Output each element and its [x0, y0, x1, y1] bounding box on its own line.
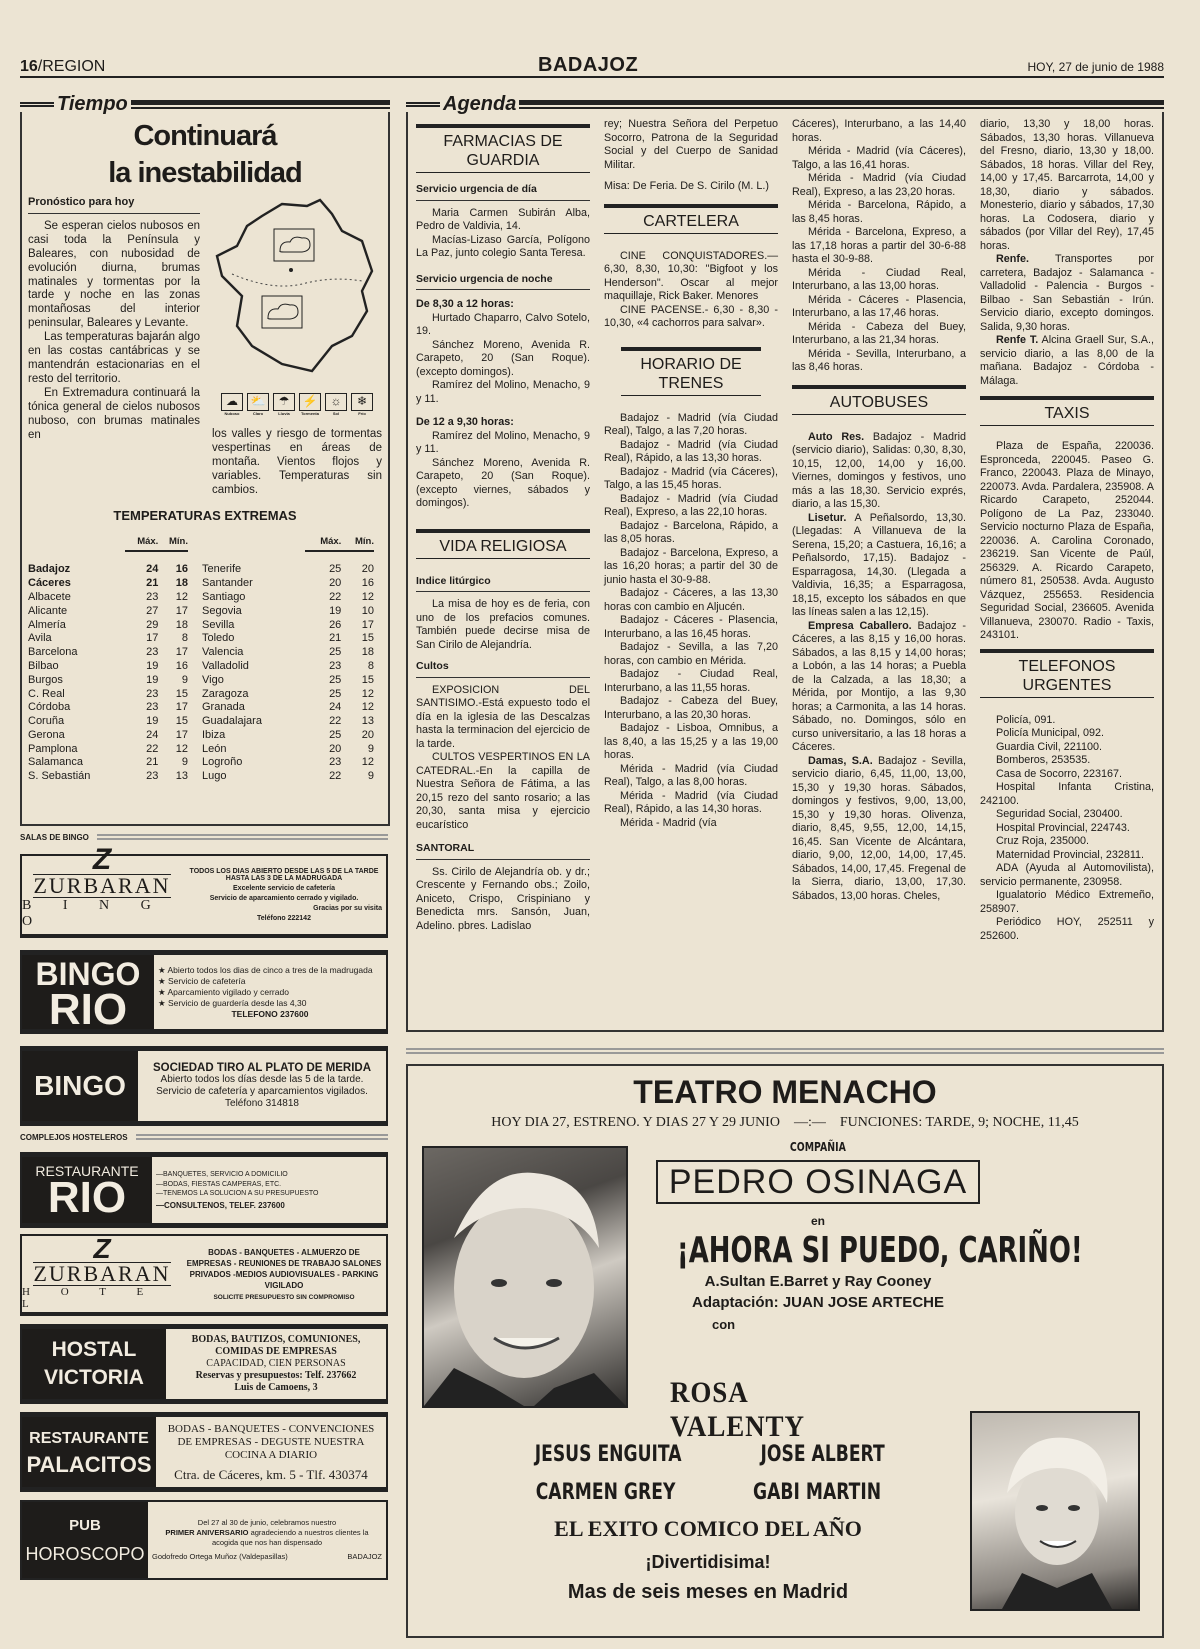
ad-text: CAPACIDAD, CIEN PERSONAS — [206, 1358, 346, 1369]
logo-text: BINGO — [35, 956, 141, 992]
ad-city: BADAJOZ — [347, 1552, 382, 1561]
logo-text: HOSTAL — [51, 1338, 137, 1361]
ad-phone: TELEFONO 237600 — [231, 1008, 309, 1019]
cinema-entry: CINE CONQUISTADORES.— 6,30, 8,30, 10,30: "Bigfoot y los Henderson". Oscar al mejor maquillaje, Rick Baker. Menores — [604, 249, 778, 302]
forecast-text: En Extremadura continuará la tónica general de cielos nubosos nuboso, con brumas matinales en — [28, 386, 200, 441]
ads-label-bingo: SALAS DE BINGO — [20, 832, 89, 842]
cold-icon: ❄ — [351, 393, 373, 411]
heading-telefonos: TELEFONOS URGENTES — [980, 649, 1154, 698]
ad-address: Godofredo Ortega Muñoz (Valdepasillas) — [152, 1552, 288, 1561]
temperature-row: Pamplona 22 12 — [28, 742, 188, 755]
temperature-row: Valencia 25 18 — [202, 646, 374, 659]
page-section: 16/REGION — [20, 58, 106, 75]
logo-text: RESTAURANTE — [35, 1163, 139, 1179]
extremadura-weather-map — [212, 196, 382, 386]
ad-pub-horoscopo[interactable] — [20, 1500, 388, 1580]
logo-text: ZURBARAN — [33, 873, 171, 898]
cinema-entry: CINE PACENSE.- 6,30 - 8,30 - 10,30, «4 cachorros para salvar». — [604, 303, 778, 329]
ad-phone: —CONSULTENOS, TELEF. 237600 — [156, 1200, 285, 1210]
phone-entry: Periódico HOY, 252511 y 252600. — [980, 916, 1154, 942]
train-entry: Badajoz - Barcelona, Rápido, a las 8,05 horas. — [604, 519, 778, 545]
ad-text: Servicio de aparcamiento cerrado y vigilado. — [209, 895, 359, 902]
temperature-row: Santander 20 16 — [202, 577, 374, 590]
pharmacy-entry: Hurtado Chaparro, Calvo Sotelo, 19. — [416, 311, 590, 337]
legend-label: Claro — [252, 411, 264, 416]
forecast-subhead: Pronóstico para hoy — [28, 196, 200, 214]
temperature-row: Salamanca 21 9 — [28, 756, 188, 769]
teatro-schedule: HOY DIA 27, ESTRENO. Y DIAS 27 Y 29 JUNIO —:— FUNCIONES: TARDE, 9; NOCHE, 11,45 — [491, 1115, 1079, 1130]
ad-text: Del 27 al 30 de junio, celebramos nuestro — [197, 1518, 337, 1527]
train-entry: Mérida - Madrid (vía Ciudad Real), Talgo, a las 8,00 horas. — [604, 762, 778, 788]
train-entry: Badajoz - Madrid (vía Ciudad Real), Expreso, a las 22,10 horas. — [604, 492, 778, 518]
ad-address: Ctra. de Cáceres, km. 5 - Tlf. 430374 — [174, 1467, 368, 1482]
ad-zurbaran-bingo[interactable] — [20, 843, 388, 938]
logo-text: HOROSCOPO — [25, 1544, 145, 1564]
temperature-row: Cáceres 21 18 — [28, 577, 188, 590]
santoral-text: Ss. Cirilo de Alejandría ob. y dr.; Crescente y Fernando obs.; Zoilo, Aniceto, Crispo, Crispiniano y Benedicta mrs. Sansón, Juan, Adelino. pbres. Ladislao — [416, 865, 590, 932]
pharmacy-entry: Macías-Lizaso García, Polígono La Paz, junto colegio Santa Teresa. — [416, 233, 590, 259]
subhead: Cultos — [416, 660, 590, 678]
bus-entry: Damas, S.A. Badajoz - Sevilla, servicio diario, 6,45, 11,00, 13,00, 15,30 y 19,30 horas. Sábados, domingos y festivos, 9,00, 13,00, 15,30 y 19,30 horas. Olivenza, diario, 8,45, 9,55, 12,00, 14,15, 16,45. San Vicente de Alcántara, diario, 9,00, 12,00, 14,00, 17,45. Sábados, 14,00, 17,45. Fregenal de la Sierra, diario, 13,00, 17,30. Sábados, 13,00 horas. Cheles, — [792, 754, 966, 902]
train-entry: Badajoz - Barcelona, Expreso, a las 16,20 horas; a partir del 30 de junio hasta el 30-9-88. — [604, 546, 778, 586]
ad-phone: Reservas y presupuestos: Telf. 237662 — [195, 1370, 357, 1381]
legend-label: Sol — [332, 411, 340, 416]
adaptation: Adaptación: JUAN JOSE ARTECHE — [692, 1294, 944, 1311]
pharmacy-entry: Sánchez Moreno, Avenida R. Carapeto, 20 (San Roque). (excepto viernes, sábados y domingos). — [416, 456, 590, 509]
temperature-row: Ibiza 25 20 — [202, 728, 374, 741]
ad-bingo-rio[interactable] — [20, 950, 388, 1034]
ad-item: ★ Servicio de cafetería — [158, 975, 246, 986]
bus-entry: Lisetur. A Peñalsordo, 13,30. (Llegadas: A Villanueva de la Serena, 15,20; a Castuera, 16,16; a Peñalsordo, 17,15). Badajoz - Esparragosa, 14,30. (Llegada a Valdivia, 16,35; a Esparragosa, 18,15, excepto los sábados en que las líneas salen a las 12,15). — [792, 511, 966, 618]
phone-entry: Maternidad Provincial, 232811. — [996, 848, 1145, 861]
company-name: PEDRO OSINAGA — [656, 1160, 980, 1204]
ad-restaurante-palacitos[interactable] — [20, 1412, 388, 1492]
phone-entry: Igualatorio Médico Extremeño, 258907. — [980, 889, 1154, 915]
ad-text: SOLICITE PRESUPUESTO SIN COMPROMISO — [213, 1293, 355, 1301]
phone-entry: Bomberos, 253535. — [996, 754, 1091, 766]
ads-column — [20, 828, 388, 1580]
heading-trenes: HORARIO DE TRENES — [621, 347, 761, 396]
temperature-row: Barcelona 23 17 — [28, 646, 188, 659]
train-entry: Mérida - Madrid (vía Cáceres), Talgo, a las 16,41 horas. — [792, 145, 966, 171]
temperature-row: Tenerife 25 20 — [202, 563, 374, 576]
ad-text: Gracias por su visita — [313, 905, 382, 912]
temperature-row: Coruña 19 15 — [28, 715, 188, 728]
temperature-row: Lugo 22 9 — [202, 770, 374, 783]
ad-hostal-victoria[interactable] — [20, 1324, 388, 1404]
temperature-row: S. Sebastián 23 13 — [28, 770, 188, 783]
liturgy-text: La misa de hoy es de feria, con uno de los prefacios comunes. También puede decirse misa de San Cirilo de Alejandría. — [416, 598, 590, 651]
phone-entry: Guardia Civil, 221100. — [996, 740, 1103, 753]
phone-entry: Hospital Infanta Cristina, 242100. — [980, 781, 1154, 807]
agenda-column-1 — [416, 118, 590, 1030]
temperature-row: Logroño 23 12 — [202, 756, 374, 769]
en-label: en — [810, 1214, 825, 1228]
temperature-row: Vigo 25 15 — [202, 673, 374, 686]
santoral-text: rey; Nuestra Señora del Perpetuo Socorro, Patrona de la Seguridad Social y del Cuerpo de Sanidad Militar. — [604, 118, 778, 171]
logo-text: BINGO — [22, 1051, 138, 1121]
bus-entry: Empresa Caballero. Badajoz - Cáceres, a las 8,15 y 16,00 horas. Sábados, a las 8,15 y 14,00 horas; a Lobón, a las 14 horas; a Puebla de la Calzada, a las 18,30; a Mérida, por Montijo, a las 9,30 horas; a Carmonita, a las 14 horas. Sábado, no. Domingos, sólo en curso universitario, a las 18 horas a Cáceres. — [792, 619, 966, 753]
temperature-row: C. Real 23 15 — [28, 687, 188, 700]
train-entry: Mérida - Sevilla, Interurbano, a las 8,46 horas. — [792, 347, 966, 373]
pharmacy-entry: Ramírez del Molino, Menacho, 9 y 11. — [416, 379, 590, 405]
zurbaran-z-logo-icon: Z — [93, 1233, 111, 1264]
ad-restaurante-rio[interactable] — [20, 1152, 388, 1228]
temperature-row: Sevilla 26 17 — [202, 618, 374, 631]
temperature-row: Toledo 21 15 — [202, 632, 374, 645]
actor-photo-pedro-osinaga — [422, 1146, 628, 1408]
tagline: ¡Divertidisima! — [645, 1552, 771, 1572]
ad-item: ★ Aparcamiento vigilado y cerrado — [158, 986, 289, 997]
temperature-row: Guadalajara 22 13 — [202, 715, 374, 728]
ad-text: BODAS, BAUTIZOS, COMUNIONES, COMIDAS DE EMPRESAS — [191, 1334, 361, 1357]
ad-teatro-menacho[interactable] — [406, 1064, 1164, 1638]
train-entry: Badajoz - Madrid (vía Cáceres), Talgo, a las 15,45 horas. — [604, 465, 778, 491]
legend-label: Nuboso — [224, 411, 240, 416]
clear-icon: ⛅ — [247, 393, 269, 411]
legend-label: Lluvia — [278, 411, 290, 416]
section-heading-agenda: Agenda — [406, 96, 1164, 112]
cast-member: CARMEN GREY — [536, 1480, 676, 1505]
ad-text: TODOS LOS DIAS ABIERTO DESDE LAS 5 DE LA TARDE HASTA LAS 3 DE LA MADRUGADA — [189, 868, 379, 882]
ad-item: —TENEMOS LA SOLUCION A SU PRESUPUESTO — [156, 1190, 319, 1197]
teatro-title: TEATRO MENACHO — [633, 1074, 937, 1110]
temperature-row: Santiago 22 12 — [202, 590, 374, 603]
temperature-row: Almería 29 18 — [28, 618, 188, 631]
weather-legend — [212, 393, 382, 411]
cast-member: JOSE ALBERT — [760, 1442, 885, 1467]
train-entry: Badajoz - Cabeza del Buey, Interurbano, a las 20,30 horas. — [604, 695, 778, 721]
ad-zurbaran-hotel[interactable] — [20, 1234, 388, 1316]
misa-text: Misa: De Feria. De S. Cirilo (M. L.) — [604, 180, 769, 192]
ad-text: Abierto todos los días desde las 5 de la tarde. — [160, 1074, 364, 1085]
storm-icon: ⚡ — [299, 393, 321, 411]
ad-text: BODAS - BANQUETES - ALMUERZO DE EMPRESAS - REUNIONES DE TRABAJO SALONES PRIVADOS -MEDIOS AUDIOVISUALES - PARKING VIGILADO — [186, 1247, 382, 1290]
phone-entry: Hospital Provincial, 224743. — [996, 821, 1130, 834]
cast-member: GABI MARTIN — [753, 1480, 882, 1505]
ad-text: BODAS - BANQUETES - CONVENCIONES DE EMPRESAS - DEGUSTE NUESTRA COCINA A DIARIO — [167, 1423, 375, 1461]
star-name: ROSA VALENTY — [670, 1376, 805, 1443]
heading-vida-religiosa: VIDA RELIGIOSA — [416, 529, 590, 559]
train-entry: Mérida - Barcelona, Rápido, a las 8,45 horas. — [792, 199, 966, 225]
train-entry: Badajoz - Ciudad Real, Interurbano, a las 11,55 horas. — [604, 668, 778, 694]
agenda-section — [406, 93, 1164, 1032]
logo-sub: H O T E L — [22, 1286, 158, 1310]
logo-text: RIO — [47, 1173, 127, 1222]
cast-member: JESUS ENGUITA — [534, 1442, 682, 1467]
ad-bingo-tiro[interactable] — [20, 1046, 388, 1126]
page-city: BADAJOZ — [538, 54, 639, 76]
train-entry: Mérida - Madrid (vía Ciudad Real), Rápido, a las 14,30 horas. — [604, 789, 778, 815]
train-entry: Mérida - Madrid (vía — [620, 816, 717, 829]
con-label: con — [712, 1317, 736, 1332]
ad-text: Excelente servicio de cafetería — [233, 885, 335, 892]
logo-text: RESTAURANTE — [29, 1430, 149, 1447]
temperature-row: Segovia 19 10 — [202, 604, 374, 617]
temperature-row: Córdoba 23 17 — [28, 701, 188, 714]
train-entry: Badajoz - Sevilla, a las 7,20 horas, con cambio en Mérida. — [604, 641, 778, 667]
temps-title: TEMPERATURAS EXTREMAS — [113, 507, 297, 523]
bus-entry: diario, 13,30 y 18,00 horas. Sábados, 13,30 horas. Villanueva del Fresno, diario, 13,30 y 18,00. Sábados, 18 horas. Villar del Rey, 14,00 y 17,45. Barcarrota, 14,00 y 18,30, diario y sábados. Monesterio, diario y sábados, 17,30 horas. La Codosera, diario y sábados (por Villar del Rey), 17,45 horas. — [980, 118, 1154, 252]
temperature-table: TEMPERATURAS EXTREMAS Máx. Mín. Badajoz 24 16 Cáceres 21 18 Albacete 23 12 Alicante 27 17 Almería 29 18 Avila 17 8 Barcelona 23 17 Bilbao 19 16 Burgos 19 9 C. Real 23 15 Córdoba 23 17 Coruña 19 15 Gerona 24 17 Pamplona 22 12 Salamanca 21 9 S. Sebastián 23 13 Máx. Mín. Tenerife 25 20 Santander 20 16 Santiago 22 12 Segovia 19 10 Sevilla 26 17 Toledo 21 15 Valencia 25 18 Valladolid 23 8 Vigo 25 15 Zaragoza 25 12 Granada 24 12 Guadalajara 22 13 Ibiza 25 20 León 20 9 Logroño 23 12 Lugo 22 9 — [28, 508, 382, 785]
separator — [406, 1048, 1164, 1054]
train-entry: Badajoz - Cáceres - Plasencia, Interurbano, a las 16,45 horas. — [604, 614, 778, 640]
rain-icon: ☂ — [273, 393, 295, 411]
pharmacy-entry: Maria Carmen Subirán Alba, Pedro de Valdivia, 14. — [416, 206, 590, 232]
temperature-row: León 20 9 — [202, 742, 374, 755]
agenda-column-2 — [604, 118, 778, 1030]
ad-item: —BANQUETES, SERVICIO A DOMICILIO — [156, 1171, 288, 1178]
ad-item: —BODAS, FIESTAS CAMPERAS, ETC. — [156, 1180, 282, 1188]
temperature-row: Avila 17 8 — [28, 632, 188, 645]
temperature-row: Badajoz 24 16 — [28, 563, 188, 576]
page-header — [20, 56, 1164, 78]
logo-text: PUB — [69, 1517, 101, 1534]
weather-headline: Continuará la inestabilidad — [108, 120, 302, 189]
temperature-row: Valladolid 23 8 — [202, 659, 374, 672]
train-entry: Badajoz - Madrid (vía Ciudad Real), Talgo, a las 7,20 horas. — [604, 411, 778, 437]
compania-label: COMPAÑIA — [790, 1140, 846, 1154]
logo-text: PALACITOS — [26, 1452, 152, 1477]
teatro-info — [638, 1138, 1083, 1332]
train-entry: Mérida - Madrid (vía Ciudad Real), Expreso, a las 23,20 horas. — [792, 172, 966, 198]
train-entry: Mérida - Cáceres - Plasencia, Interurbano, a las 17,46 horas. — [792, 293, 966, 319]
heading-farmacias: FARMACIAS DE GUARDIA — [416, 124, 590, 173]
time-range: De 8,30 a 12 horas: — [416, 298, 514, 310]
page-date: HOY, 27 de junio de 1988 — [1027, 60, 1164, 74]
phone-entry: Casa de Socorro, 223167. — [996, 767, 1123, 780]
temperature-row: Zaragoza 25 12 — [202, 687, 374, 700]
ad-item: ★ Servicio de guardería desde las 4,30 — [158, 997, 307, 1008]
temperature-row: Gerona 24 17 — [28, 728, 188, 741]
forecast-text: Se esperan cielos nubosos en casi toda la Península y Baleares, con nubosidad de evolución diurna, brumas matinales y tormentas por la tarde y noche en las zonas montañosas del interior peninsular, Baleares y Levante. — [28, 219, 200, 330]
tiempo-section — [20, 93, 390, 826]
phone-entry: Seguridad Social, 230400. — [996, 808, 1123, 820]
phone-entry: Policía, 091. — [996, 713, 1056, 726]
ad-title: SOCIEDAD TIRO AL PLATO DE MERIDA — [152, 1062, 372, 1074]
pharmacy-entry: Sánchez Moreno, Avenida R. Carapeto, 20 (San Roque). (excepto domingos). — [416, 338, 590, 378]
train-entry: Mérida - Barcelona, Expreso, a las 17,18 horas a partir del 30-6-88 hasta el 30-9-88. — [792, 226, 966, 265]
cloudy-icon: ☁ — [221, 393, 243, 411]
temperature-row: Granada 24 12 — [202, 701, 374, 714]
ad-address: Luis de Camoens, 3 — [234, 1382, 318, 1393]
subhead: Servicio urgencia de día — [416, 183, 590, 201]
bus-entry: Renfe. Transportes por carretera, Badajoz - Salamanca - Valladolid - Palencia - Burgos - Bilbao - San Sebastián - Irún. Servicio diario, excepto domingos. Salida, 9,30 horas. — [980, 253, 1154, 333]
temperature-row: Burgos 19 9 — [28, 673, 188, 686]
pharmacy-entry: Ramírez del Molino, Menacho, 9 y 11. — [416, 429, 590, 455]
phone-entry: Cruz Roja, 235000. — [996, 835, 1090, 847]
time-range: De 12 a 9,30 horas: — [416, 416, 514, 428]
cast-list — [468, 1436, 948, 1604]
train-entry: Cáceres), Interurbano, a las 14,40 horas. — [792, 118, 966, 144]
forecast-text: los valles y riesgo de tormentas vespertinas en áreas de montaña. Vientos flojos y variables. Temperaturas sin cambios. — [212, 428, 382, 496]
play-title: ¡AHORA SI PUEDO, CARIÑO! — [676, 1230, 1083, 1271]
train-entry: Badajoz - Lisboa, Omnibus, a las 8,40, a las 15,25 y a las 19,00 horas. — [604, 722, 778, 761]
logo-text: ZURBARAN — [33, 1261, 171, 1286]
train-entry: Mérida - Ciudad Real, Interurbano, a las 13,00 horas. — [792, 266, 966, 292]
logo-sub: B I N G O — [22, 898, 165, 929]
phone-entry: Policía Municipal, 092. — [996, 727, 1105, 739]
phone-entry: ADA (Ayuda al Automovilista), servicio permanente, 230958. — [980, 862, 1154, 888]
tagline: Mas de seis meses en Madrid — [567, 1581, 849, 1603]
ad-text: Servicio de cafetería y aparcamientos vigilados. Teléfono 314818 — [156, 1086, 368, 1109]
tagline: EL EXITO COMICO DEL AÑO — [554, 1516, 862, 1541]
heading-cartelera: CARTELERA — [604, 204, 778, 234]
actress-photo-rosa-valenty — [970, 1411, 1140, 1611]
ads-label-hostel: COMPLEJOS HOSTELEROS — [20, 1132, 128, 1142]
subhead: SANTORAL — [416, 842, 590, 860]
temperature-row: Bilbao 19 16 — [28, 659, 188, 672]
sun-icon: ☼ — [325, 393, 347, 411]
legend-label: Tormenta — [301, 411, 319, 416]
bus-entry: Renfe T. Alcina Graell Sur, S.A., servicio diario, a las 8,00 de la mañana. Badajoz - Córdoba - Málaga. — [980, 334, 1154, 387]
agenda-column-4 — [980, 118, 1154, 1030]
ad-item: ★ Abierto todos los dias de cinco a tres de la madrugada — [158, 964, 373, 975]
subhead: Indice litúrgico — [416, 575, 590, 593]
train-entry: Badajoz - Cáceres, a las 13,30 horas con cambio en Aljucén. — [604, 587, 778, 613]
ad-text: PRIMER ANIVERSARIO agradeciendo a nuestros clientes la acogida que nos han dispensado — [165, 1528, 369, 1547]
cult-entry: EXPOSICION DEL SANTISIMO.-Está expuesto todo el día en la iglesia de las Descalzas hasta la terminacion del ejercicio de la tarde. — [416, 683, 590, 750]
agenda-column-3 — [792, 118, 966, 1030]
cult-entry: CULTOS VESPERTINOS EN LA CATEDRAL.-En la capilla de Nuestra Señora de Fátima, a las 20,15 rezo del santo rosario; a las 20,30, santa misa y ejercicio eucarístico — [416, 751, 590, 831]
heading-autobuses: AUTOBUSES — [792, 385, 966, 415]
heading-taxis: TAXIS — [980, 396, 1154, 426]
train-entry: Badajoz - Madrid (vía Ciudad Real), Rápido, a las 13,30 horas. — [604, 438, 778, 464]
subhead: Servicio urgencia de noche — [416, 273, 590, 291]
temperature-row: Alicante 27 17 — [28, 604, 188, 617]
ad-phone: Teléfono 222142 — [257, 915, 311, 922]
zurbaran-z-logo-icon: Z — [92, 843, 112, 876]
logo-text: RIO — [48, 985, 128, 1034]
section-heading-tiempo: Tiempo — [20, 96, 390, 112]
authors: A.Sultan E.Barret y Ray Cooney — [704, 1273, 932, 1290]
temperature-row: Albacete 23 12 — [28, 590, 188, 603]
legend-label: Frío — [358, 411, 366, 416]
forecast-text: Las temperaturas bajarán algo en las costas cantábricas y se mantendrán estacionarias en el resto del territorio. — [28, 331, 200, 385]
train-entry: Mérida - Cabeza del Buey, Interurbano, a las 21,34 horas. — [792, 320, 966, 346]
logo-text: VICTORIA — [44, 1366, 144, 1389]
taxi-list: Plaza de España, 220036. Espronceda, 220045. Paseo G. Franco, 220043. Plaza de Minayo, 220073. Avda. Pardalera, 235908. A Ricardo Carapeto, 252044. Polígono de La Paz, 233040. Servicio nocturno Plaza de España, 220036. A. Carolina Coronado, 236219. San Vicente de Paúl, 256329. A. Ricardo Carapeto, número 81, 250538. Avda. Augusto Vázquez, 255653. Residencia Seguridad Social, 236605. Avenida Villanueva, 230070. Radio - Taxis, 243101. — [980, 440, 1154, 641]
bus-entry: Auto Res. Badajoz - Madrid (servicio diario), Salidas: 0,30, 8,30, 10,15, 12,00, 14,00 y 16,00. Viernes, domingos y festivos, uno más a las 18,30. Servicio exprés, diario, a las 15,30. — [792, 430, 966, 510]
